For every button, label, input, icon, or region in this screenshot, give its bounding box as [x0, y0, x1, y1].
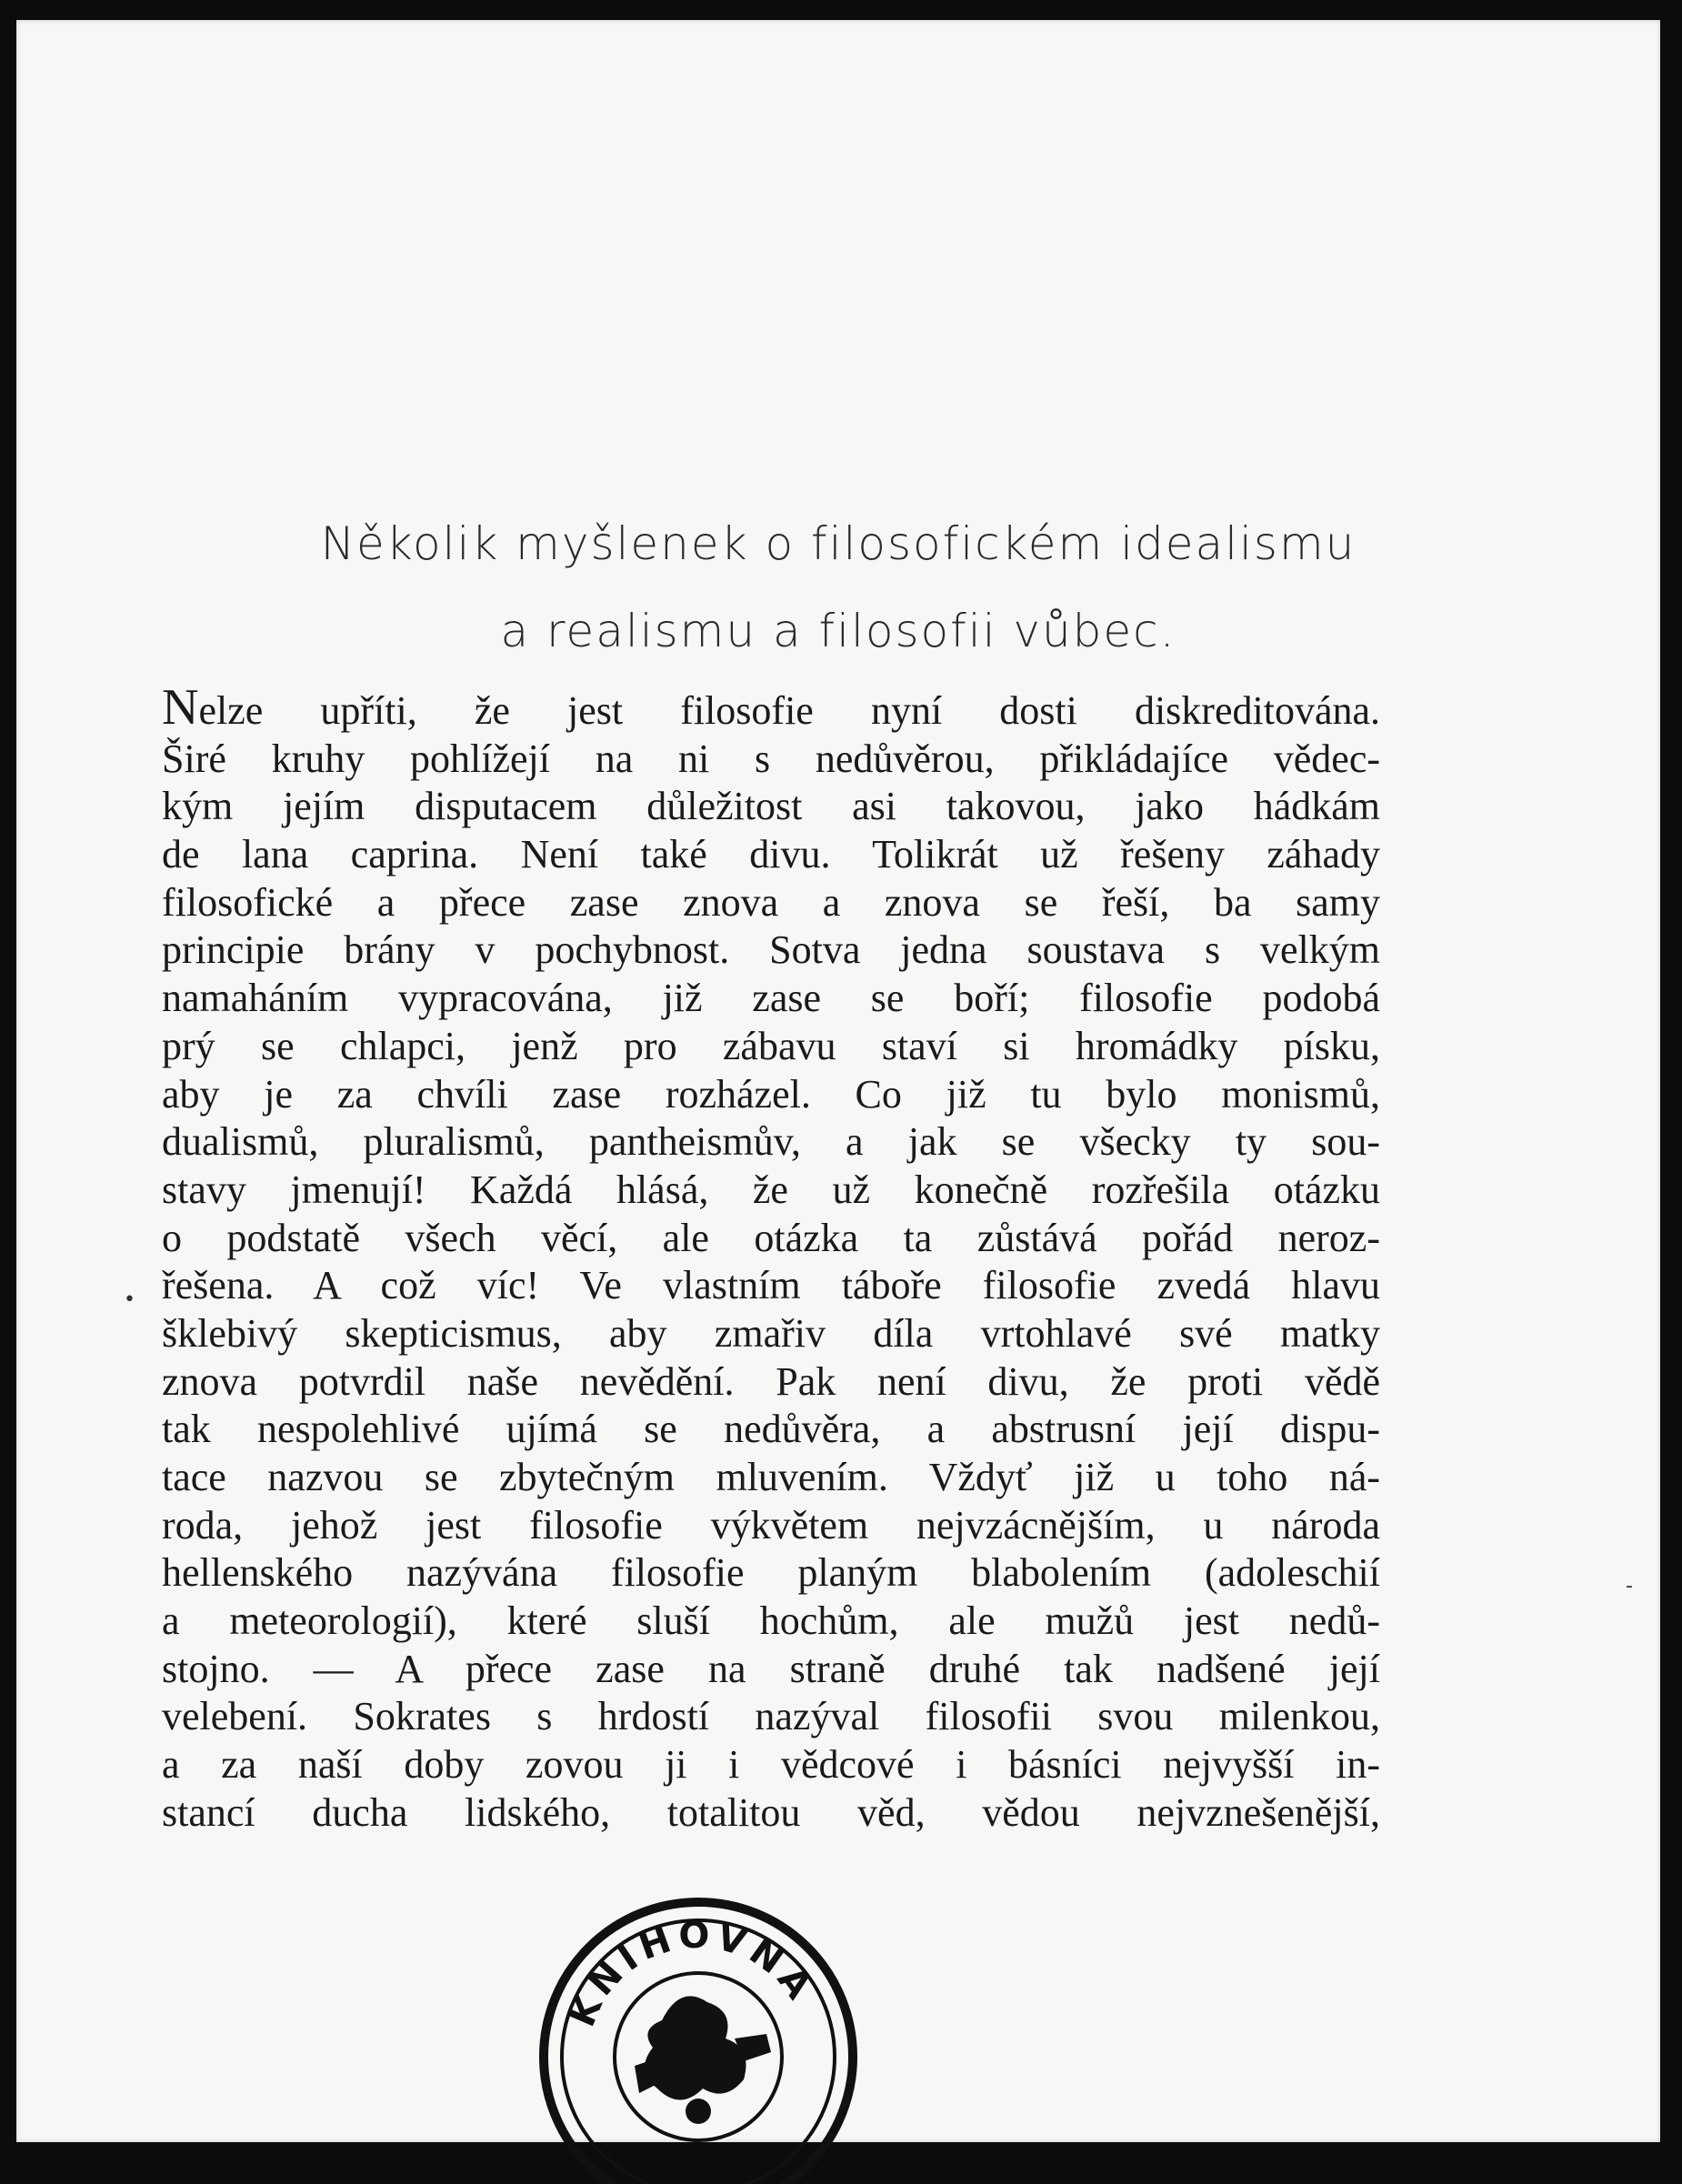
- text-line: principie brány v pochybnost. Sotva jedna soustava s velkým: [162, 927, 1380, 973]
- initial-letter: N: [162, 679, 199, 736]
- text-line: stancí ducha lidského, totalitou věd, vědou nejvznešenější,: [162, 1789, 1380, 1835]
- library-stamp-seal: [526, 1884, 871, 2184]
- text-line: namaháním vypracována, již zase se boří; filosofie podobá: [162, 976, 1380, 1021]
- chapter-title-line-1: Několik myšlenek o filosofickém idealismu: [320, 517, 1357, 570]
- text-line: stojno. — A přece zase na straně druhé tak nadšené její: [162, 1646, 1380, 1691]
- text-line: a meteorologií), které sluší hochům, ale mužů jest nedů-: [162, 1598, 1380, 1644]
- chapter-title-line-2: a realismu a filosofii vůbec.: [500, 605, 1176, 657]
- text-line: tak nespolehlivé ujímá se nedůvěra, a abstrusní její dispu-: [162, 1407, 1380, 1452]
- text-line: stavy jmenují! Každá hlásá, že už konečně rozřešila otázku: [162, 1167, 1380, 1212]
- text-line: o podstatě všech věcí, ale otázka ta zůstává pořád neroz-: [162, 1215, 1380, 1260]
- margin-dot-mark: •: [124, 1288, 135, 1311]
- text-line-content: elze upříti, že jest filosofie nyní dosti diskreditována.: [198, 688, 1380, 733]
- text-line: šklebivý skepticismus, aby zmařiv díla vrtohlavé své matky: [162, 1310, 1380, 1356]
- text-line: aby je za chvíli zase rozházel. Co již tu bylo monismů,: [162, 1071, 1380, 1117]
- text-line: velebení. Sokrates s hrdostí nazýval filosofii svou milenkou,: [162, 1694, 1380, 1739]
- chapter-title: [16, 500, 1660, 675]
- text-line: [162, 679, 1380, 736]
- text-line: dualismů, pluralismů, pantheismův, a jak se všecky ty sou-: [162, 1119, 1380, 1165]
- library-stamp: [526, 1884, 871, 2184]
- text-line: Širé kruhy pohlížejí na ni s nedůvěrou, přikládajíce vědec-: [162, 736, 1380, 781]
- text-line: de lana caprina. Není také divu. Tolikrát už řešeny záhady: [162, 832, 1380, 877]
- margin-dash-mark: -: [1626, 1575, 1633, 1598]
- text-line: kým jejím disputacem důležitost asi takovou, jako hádkám: [162, 784, 1380, 829]
- book-page: [16, 20, 1660, 2142]
- text-line: řešena. A což víc! Ve vlastním táboře filosofie zvedá hlavu: [162, 1263, 1380, 1308]
- text-line: tace nazvou se zbytečným mluvením. Vždyť již u toho ná-: [162, 1455, 1380, 1499]
- text-line: znova potvrdil naše nevědění. Pak není divu, že proti vědě: [162, 1358, 1380, 1404]
- body-paragraph: [162, 679, 1380, 1838]
- stamp-text: KNIHOVNA: [561, 1914, 823, 2033]
- text-line: a za naší doby zovou ji i vědcové i básníci nejvyšší in-: [162, 1742, 1380, 1788]
- text-line: prý se chlapci, jenž pro zábavu staví si hromádky písku,: [162, 1023, 1380, 1068]
- text-line: hellenského nazývána filosofie planým blabolením (adoleschií: [162, 1550, 1380, 1596]
- text-line: roda, jehož jest filosofie výkvětem nejvzácnějším, u národa: [162, 1502, 1380, 1548]
- text-line: filosofické a přece zase znova a znova se řeší, ba samy: [162, 879, 1380, 925]
